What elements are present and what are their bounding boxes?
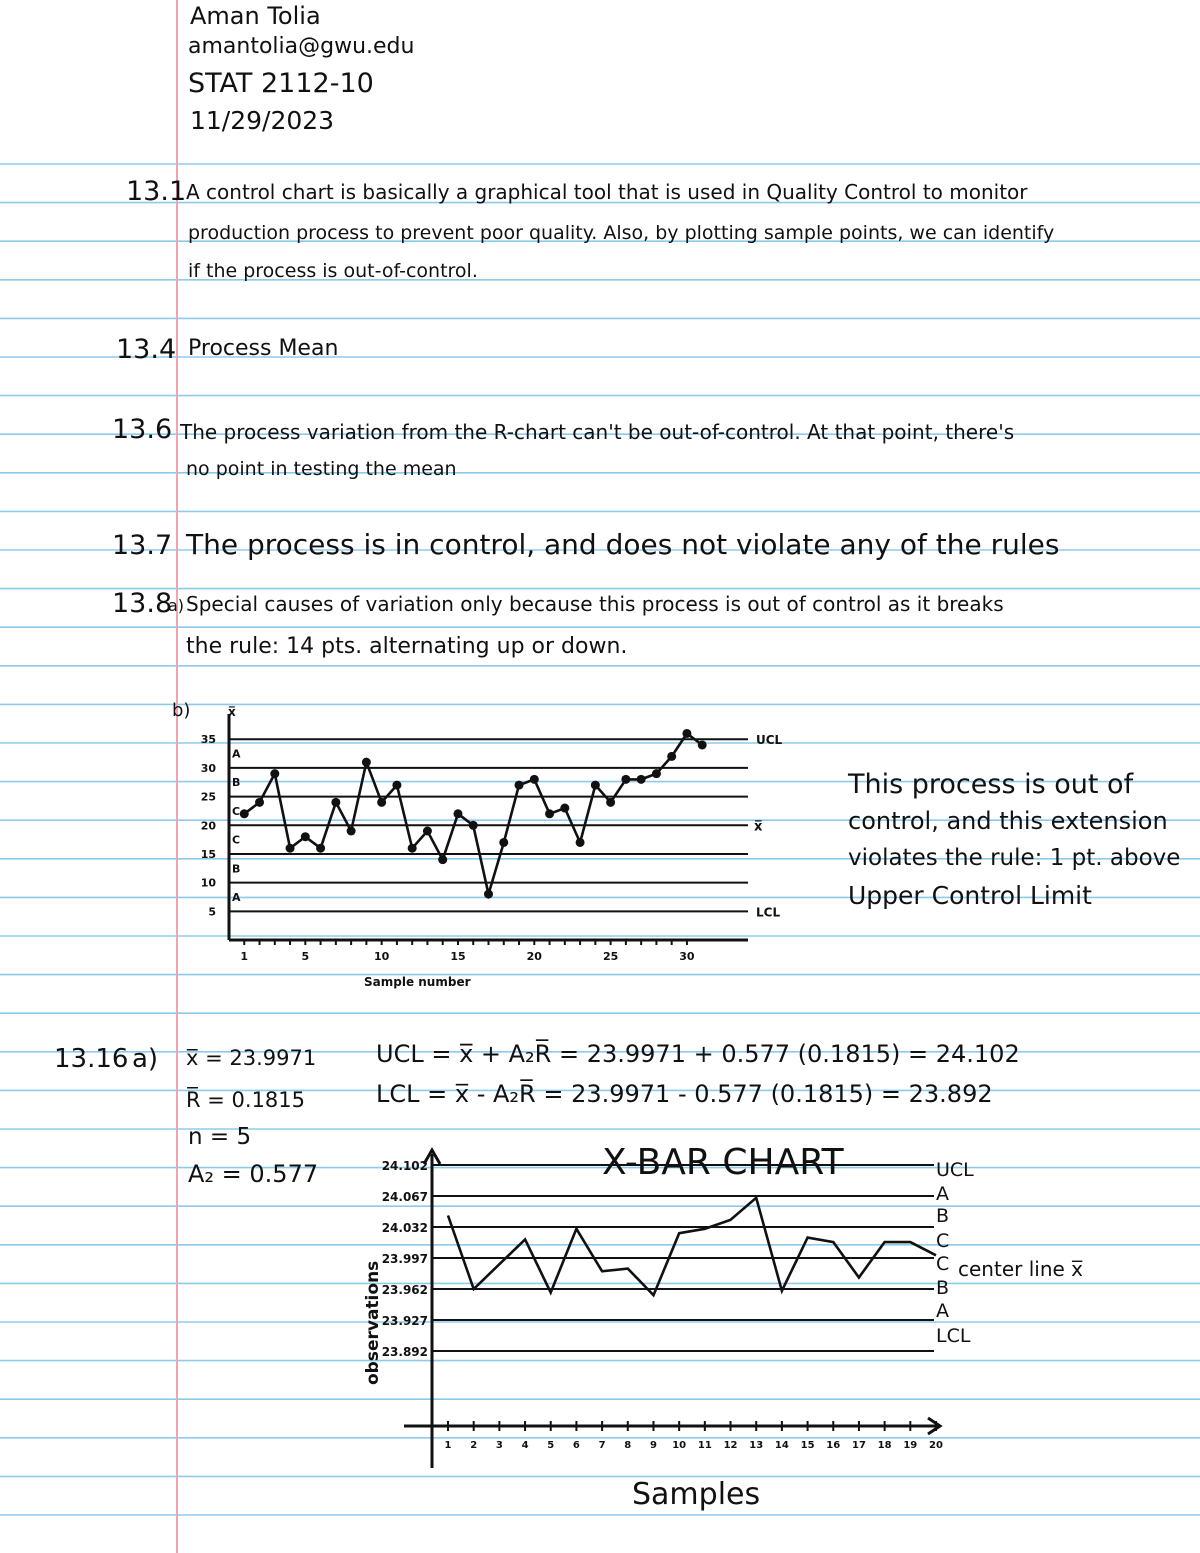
zone-label: LCL xyxy=(936,1325,971,1347)
data-point xyxy=(301,832,310,841)
data-point xyxy=(316,844,325,853)
x-tick-label: 7 xyxy=(598,1440,606,1451)
y-axis-label: x̅ xyxy=(228,705,236,719)
data-point xyxy=(576,838,585,847)
x-tick-label: 17 xyxy=(851,1440,866,1451)
given-value: x̅ = 23.9971 xyxy=(186,1046,317,1070)
data-point xyxy=(270,769,279,778)
zone-label: B xyxy=(232,776,241,790)
ucl-label: UCL xyxy=(756,733,783,748)
question-number: 13.1 xyxy=(126,176,187,207)
y-tick-label: 30 xyxy=(200,761,216,775)
note-line: This process is out of xyxy=(848,769,1134,800)
x-tick-label: 9 xyxy=(649,1440,657,1451)
data-point xyxy=(606,798,615,807)
x-axis-label: Samples xyxy=(632,1477,761,1512)
y-tick-label: 23.892 xyxy=(381,1345,428,1359)
zone-label: A xyxy=(232,890,241,904)
zone-label: C xyxy=(936,1230,950,1252)
given-value: R̅ = 0.1815 xyxy=(186,1088,306,1112)
note-line: violates the rule: 1 pt. above xyxy=(848,845,1181,871)
data-point xyxy=(545,809,554,818)
center-line-label: center line x̅ xyxy=(958,1257,1083,1281)
x-tick-label: 12 xyxy=(723,1440,738,1451)
y-tick-label: 24.067 xyxy=(381,1190,428,1204)
x-tick-label: 4 xyxy=(521,1440,529,1451)
part-label: a) xyxy=(132,1044,159,1074)
y-tick-label: 35 xyxy=(200,733,216,747)
question-number: 13.16 xyxy=(54,1044,129,1074)
zone-label: B xyxy=(936,1277,950,1299)
series-line xyxy=(244,734,702,895)
chart-title: X-BAR CHART xyxy=(602,1142,844,1183)
y-tick-label: 25 xyxy=(200,790,216,804)
x-tick-label: 13 xyxy=(749,1440,764,1451)
y-tick-label: 23.997 xyxy=(381,1252,428,1266)
x-axis-label: Sample number xyxy=(364,975,471,989)
data-point xyxy=(698,740,707,749)
zone-label: A xyxy=(232,747,241,761)
y-tick-label: 10 xyxy=(200,876,216,890)
data-point xyxy=(637,775,646,784)
answer-line: no point in testing the mean xyxy=(186,458,457,480)
data-point xyxy=(240,809,249,818)
part-label: b) xyxy=(172,700,191,721)
x-bar-chart xyxy=(356,1130,1156,1520)
zone-label: B xyxy=(232,862,241,876)
data-point xyxy=(667,752,676,761)
center-label: x̅ xyxy=(754,819,763,835)
x-tick-label: 15 xyxy=(450,950,466,963)
x-tick-label: 14 xyxy=(774,1440,789,1451)
x-tick-label: 15 xyxy=(800,1440,815,1451)
answer-line: The process variation from the R-chart can't be out-of-control. At that point, there's xyxy=(180,420,1015,444)
given-value: A₂ = 0.577 xyxy=(188,1160,319,1188)
x-tick-label: 3 xyxy=(495,1440,503,1451)
lcl-equation: LCL = x̅ - A₂R̅ = 23.9971 - 0.577 (0.1815) = 23.892 xyxy=(376,1080,993,1108)
data-point xyxy=(469,821,478,830)
x-tick-label: 20 xyxy=(929,1440,943,1451)
answer-line: if the process is out-of-control. xyxy=(188,260,478,282)
x-tick-label: 18 xyxy=(877,1440,892,1451)
y-tick-label: 24.102 xyxy=(381,1159,428,1173)
x-tick-label: 10 xyxy=(373,950,390,963)
y-tick-label: 23.962 xyxy=(381,1283,428,1297)
data-point xyxy=(484,890,493,899)
zone-label: A xyxy=(936,1300,949,1322)
data-point xyxy=(408,844,417,853)
zone-label: B xyxy=(936,1205,950,1227)
x-tick-label: 30 xyxy=(679,950,695,963)
zone-label: C xyxy=(232,804,241,818)
answer-line: A control chart is basically a graphical tool that is used in Quality Control to monitor xyxy=(186,180,1028,204)
x-tick-label: 10 xyxy=(672,1440,687,1451)
y-tick-label: 5 xyxy=(208,905,216,919)
y-axis-label: observations xyxy=(363,1260,383,1385)
data-point xyxy=(682,729,691,738)
date: 11/29/2023 xyxy=(190,106,335,135)
y-tick-label: 15 xyxy=(200,847,216,861)
zone-label: C xyxy=(936,1253,950,1275)
answer-line: production process to prevent poor quality. Also, by plotting sample points, we can identify xyxy=(188,222,1055,244)
x-tick-label: 5 xyxy=(301,950,310,963)
x-tick-label: 8 xyxy=(624,1440,632,1451)
y-tick-label: 24.032 xyxy=(381,1221,428,1235)
data-point xyxy=(515,781,524,790)
data-point xyxy=(392,781,401,790)
data-point xyxy=(438,855,447,864)
data-point xyxy=(499,838,508,847)
data-point xyxy=(591,781,600,790)
question-number: 13.8 xyxy=(112,588,173,619)
student-email: amantolia@gwu.edu xyxy=(188,34,415,59)
y-tick-label: 20 xyxy=(200,819,216,833)
question-number: 13.7 xyxy=(112,530,173,561)
x-tick-label: 1 xyxy=(240,950,249,963)
note-line: control, and this extension xyxy=(848,807,1168,835)
x-tick-label: 25 xyxy=(602,950,619,963)
x-tick-label: 11 xyxy=(697,1440,712,1451)
y-tick-label: 23.927 xyxy=(381,1314,428,1328)
x-tick-label: 19 xyxy=(903,1440,918,1451)
data-point xyxy=(362,758,371,767)
x-tick-label: 2 xyxy=(470,1440,478,1451)
chart-note xyxy=(848,766,1198,914)
part-label: a) xyxy=(168,596,185,615)
x-tick-label: 16 xyxy=(826,1440,841,1451)
data-point xyxy=(331,798,340,807)
lcl-label: LCL xyxy=(756,905,781,920)
data-point xyxy=(377,798,386,807)
control-chart-13-8 xyxy=(196,702,796,1002)
question-number: 13.6 xyxy=(112,414,173,445)
answer-line: Special causes of variation only because this process is out of control as it breaks xyxy=(186,592,1004,616)
data-point xyxy=(286,844,295,853)
data-point xyxy=(530,775,539,784)
x-tick-label: 1 xyxy=(444,1440,452,1451)
note-line: Upper Control Limit xyxy=(848,881,1092,910)
zone-label: UCL xyxy=(936,1159,974,1181)
data-point xyxy=(560,804,569,813)
series-line xyxy=(448,1198,936,1295)
x-tick-label: 5 xyxy=(547,1440,555,1451)
data-point xyxy=(652,769,661,778)
data-point xyxy=(347,827,356,836)
data-point xyxy=(255,798,264,807)
answer-line: Process Mean xyxy=(188,336,339,361)
course-code: STAT 2112-10 xyxy=(188,68,374,99)
answer-line: the rule: 14 pts. alternating up or down. xyxy=(186,634,628,659)
data-point xyxy=(423,827,432,836)
student-name: Aman Tolia xyxy=(190,2,321,30)
ucl-equation: UCL = x̅̅ + A₂R̅ = 23.9971 + 0.577 (0.1815) = 24.102 xyxy=(376,1040,1020,1068)
data-point xyxy=(453,809,462,818)
zone-label: C xyxy=(232,833,241,847)
data-point xyxy=(621,775,630,784)
given-value: n = 5 xyxy=(188,1124,252,1150)
question-number: 13.4 xyxy=(116,334,177,365)
zone-label: A xyxy=(936,1183,949,1205)
x-tick-label: 20 xyxy=(526,950,542,963)
x-tick-label: 6 xyxy=(572,1440,580,1451)
answer-line: The process is in control, and does not violate any of the rules xyxy=(186,528,1060,561)
